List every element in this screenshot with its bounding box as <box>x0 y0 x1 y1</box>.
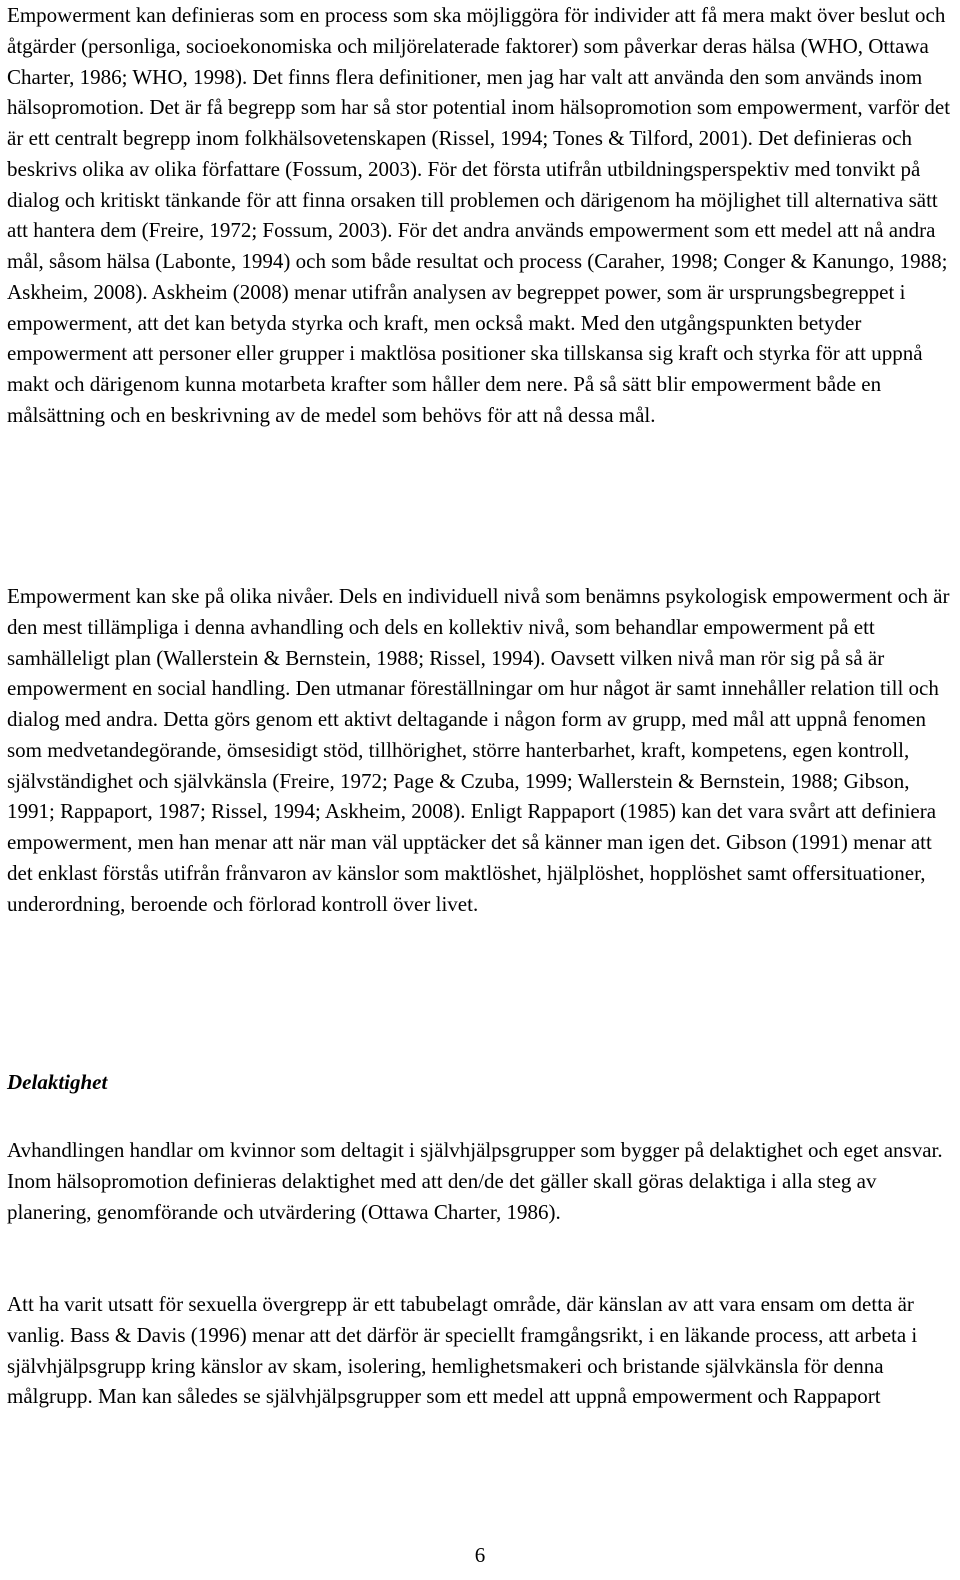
paragraph-empowerment-levels: Empowerment kan ske på olika nivåer. Dels en individuell nivå som benämns psykologisk empowerment och är den mest tillämpliga i denna avhandling och dels en kollektiv nivå, som behandlar empowerment på ett samhälleligt plan (Wallerstein & Bernstein, 1988; Rissel, 1994). Oavsett vilken nivå man rör sig på så är empowerment en social handling. Den utmanar föreställningar om hur något är samt innehåller relation till och dialog med andra. Detta görs genom ett aktivt deltagande i någon form av grupp, med mål att uppnå fenomen som medvetandegörande, ömsesidigt stöd, tillhörighet, större hanterbarhet, kraft, kompetens, egen kontroll, självständighet och självkänsla (Freire, 1972; Page & Czuba, 1999; Wallerstein & Bernstein, 1988; Gibson, 1991; Rappaport, 1987; Rissel, 1994; Askheim, 2008). Enligt Rappaport (1985) kan det vara svårt att definiera empowerment, men han menar att när man väl upptäcker det så känner man igen det. Gibson (1991) menar att det enklast förstås utifrån frånvaron av känslor som maktlöshet, hjälplöshet, hopplöshet samt offersituationer, underordning, beroende och förlorad kontroll över livet. <box>7 584 950 916</box>
paragraph-self-help-groups: Att ha varit utsatt för sexuella övergrepp är ett tabubelagt område, där känslan av att vara ensam om detta är vanlig. Bass & Davis (1996) menar att det därför är speciellt framgångsrikt, i en läkande process, att arbeta i självhjälpsgrupp kring känslor av skam, isolering, hemlighetsmakeri och bristande självkänsla för denna målgrupp. Man kan således se självhjälpsgrupper som ett medel att uppnå empowerment och Rappaport <box>7 1292 918 1409</box>
paragraph-empowerment-definition: Empowerment kan definieras som en process som ska möjliggöra för individer att få mera makt över beslut och åtgärder (personliga, socioekonomiska och miljörelaterade faktorer) som påverkar deras hälsa (WHO, Ottawa Charter, 1986; WHO, 1998). Det finns flera definitioner, men jag har valt att använda den som används inom hälsopromotion. Det är få begrepp som har så stor potential inom hälsopromotion som empowerment, varför det är ett centralt begrepp inom folkhälsovetenskapen (Rissel, 1994; Tones & Tilford, 2001). Det definieras och beskrivs olika av olika författare (Fossum, 2003). För det första utifrån utbildningsperspektiv med tonvikt på dialog och kritiskt tänkande för att finna orsaken till problemen och därigenom ha möjlighet till alternativa sätt att hantera dem (Freire, 1972; Fossum, 2003). För det andra används empowerment som ett medel att nå andra mål, såsom hälsa (Labonte, 1994) och som både resultat och process (Caraher, 1998; Conger & Kanungo, 1988; Askheim, 2008). Askheim (2008) menar utifrån analysen av begreppet power, som är ursprungsbegreppet i empowerment, att det kan betyda styrka och kraft, men också makt. Med den utgångspunkten betyder empowerment att personer eller grupper i maktlösa positioner ska tillskansa sig kraft och styrka för att uppnå makt och därigenom kunna motarbeta krafter som håller dem nere. På så sätt blir empowerment både en målsättning och en beskrivning av de medel som behövs för att nå dessa mål. <box>7 3 951 427</box>
section-heading: Delaktighet <box>7 1070 108 1094</box>
document-page <box>7 0 953 1580</box>
paragraph-delaktighet: Avhandlingen handlar om kvinnor som deltagit i självhjälpsgrupper som bygger på delaktighet och eget ansvar. Inom hälsopromotion definieras delaktighet med att den/de det gäller skall göras delaktiga i alla steg av planering, genomförande och utvärdering (Ottawa Charter, 1986). <box>7 1138 943 1224</box>
page-number: 6 <box>474 1543 486 1567</box>
